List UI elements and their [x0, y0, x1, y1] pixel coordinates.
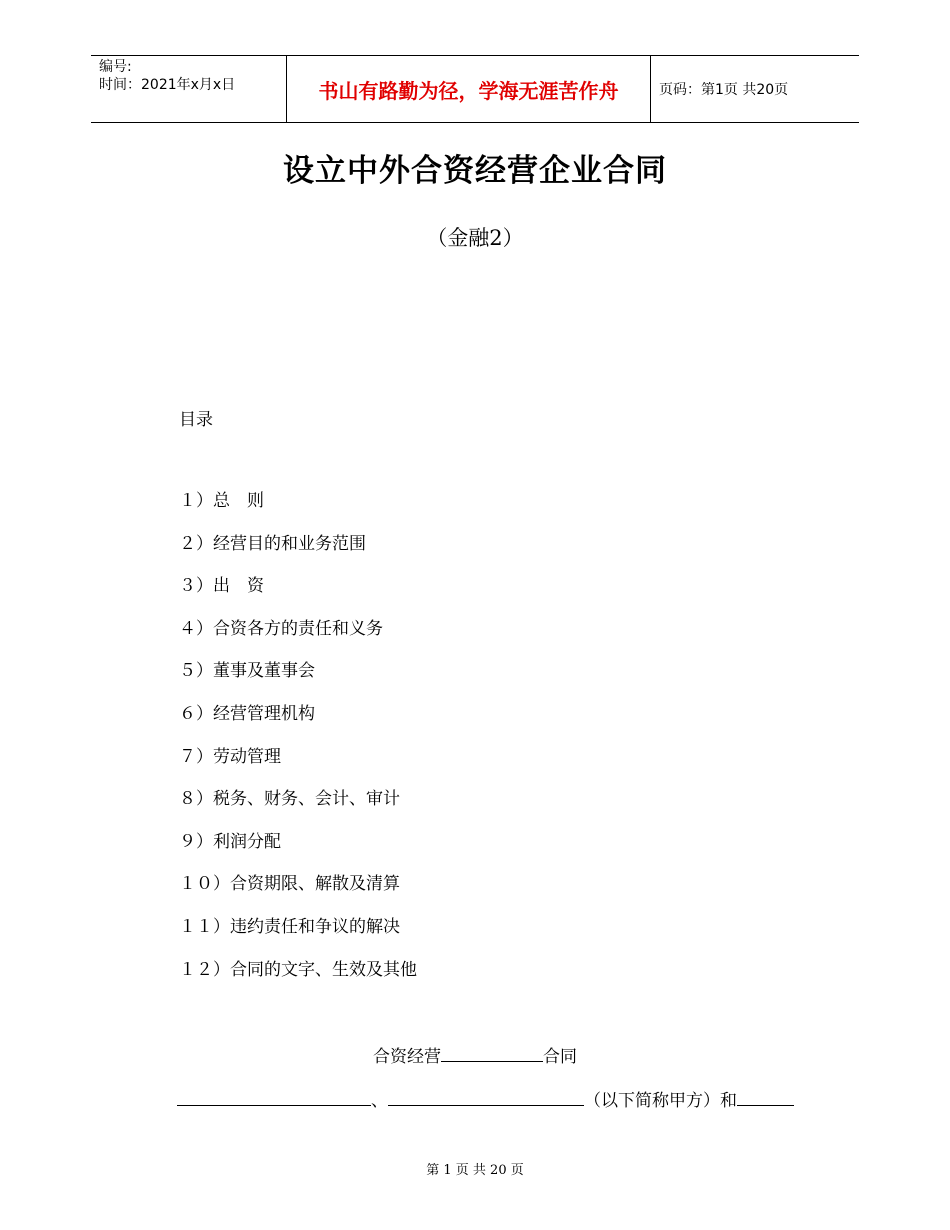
party-b-blank	[737, 1087, 794, 1106]
motto-text: 书山有路勤为径，学海无涯苦作舟	[318, 78, 619, 103]
party-note: （以下简称甲方）和	[584, 1091, 737, 1111]
party-a2-blank	[388, 1087, 584, 1106]
toc-item: １０）合资期限、解散及清算	[179, 874, 400, 895]
toc-item: ９）利润分配	[179, 831, 281, 852]
toc-item: ４）合资各方的责任和义务	[179, 618, 383, 639]
document-subtitle: （金融2）	[426, 226, 524, 250]
header-motto-cell	[286, 56, 651, 122]
party-line	[177, 1086, 794, 1111]
contract-suffix: 合同	[543, 1047, 577, 1067]
contract-name-line	[0, 1042, 950, 1067]
toc-item: ６）经营管理机构	[179, 703, 315, 724]
toc-item: ８）税务、财务、会计、审计	[179, 789, 400, 810]
toc-item: ３）出 资	[179, 576, 264, 597]
toc-item: １２）合同的文字、生效及其他	[179, 959, 417, 980]
party-a1-blank	[177, 1087, 371, 1106]
document-title: 设立中外合资经营企业合同	[283, 153, 667, 189]
time-label: 时间：2021年x月x日	[99, 77, 236, 93]
toc-item: ２）经营目的和业务范围	[179, 533, 366, 554]
toc-item: ７）劳动管理	[179, 746, 281, 767]
toc-item: １）总 则	[179, 491, 264, 511]
party-separator: 、	[371, 1091, 388, 1111]
contract-name-blank	[441, 1043, 543, 1062]
number-label: 编号:	[99, 59, 132, 75]
table-of-contents	[179, 489, 417, 1000]
header-meta	[91, 56, 286, 122]
page-footer: 第 1 页 共 20 页	[426, 1163, 524, 1178]
toc-item: ５）董事及董事会	[179, 661, 315, 682]
page-info-text: 页码：第1页 共20页	[659, 82, 789, 98]
contract-prefix: 合资经营	[373, 1047, 441, 1067]
toc-item: １１）违约责任和争议的解决	[179, 916, 400, 937]
toc-heading: 目录	[179, 410, 213, 430]
header-page-info	[651, 56, 859, 122]
page-header	[91, 55, 859, 123]
